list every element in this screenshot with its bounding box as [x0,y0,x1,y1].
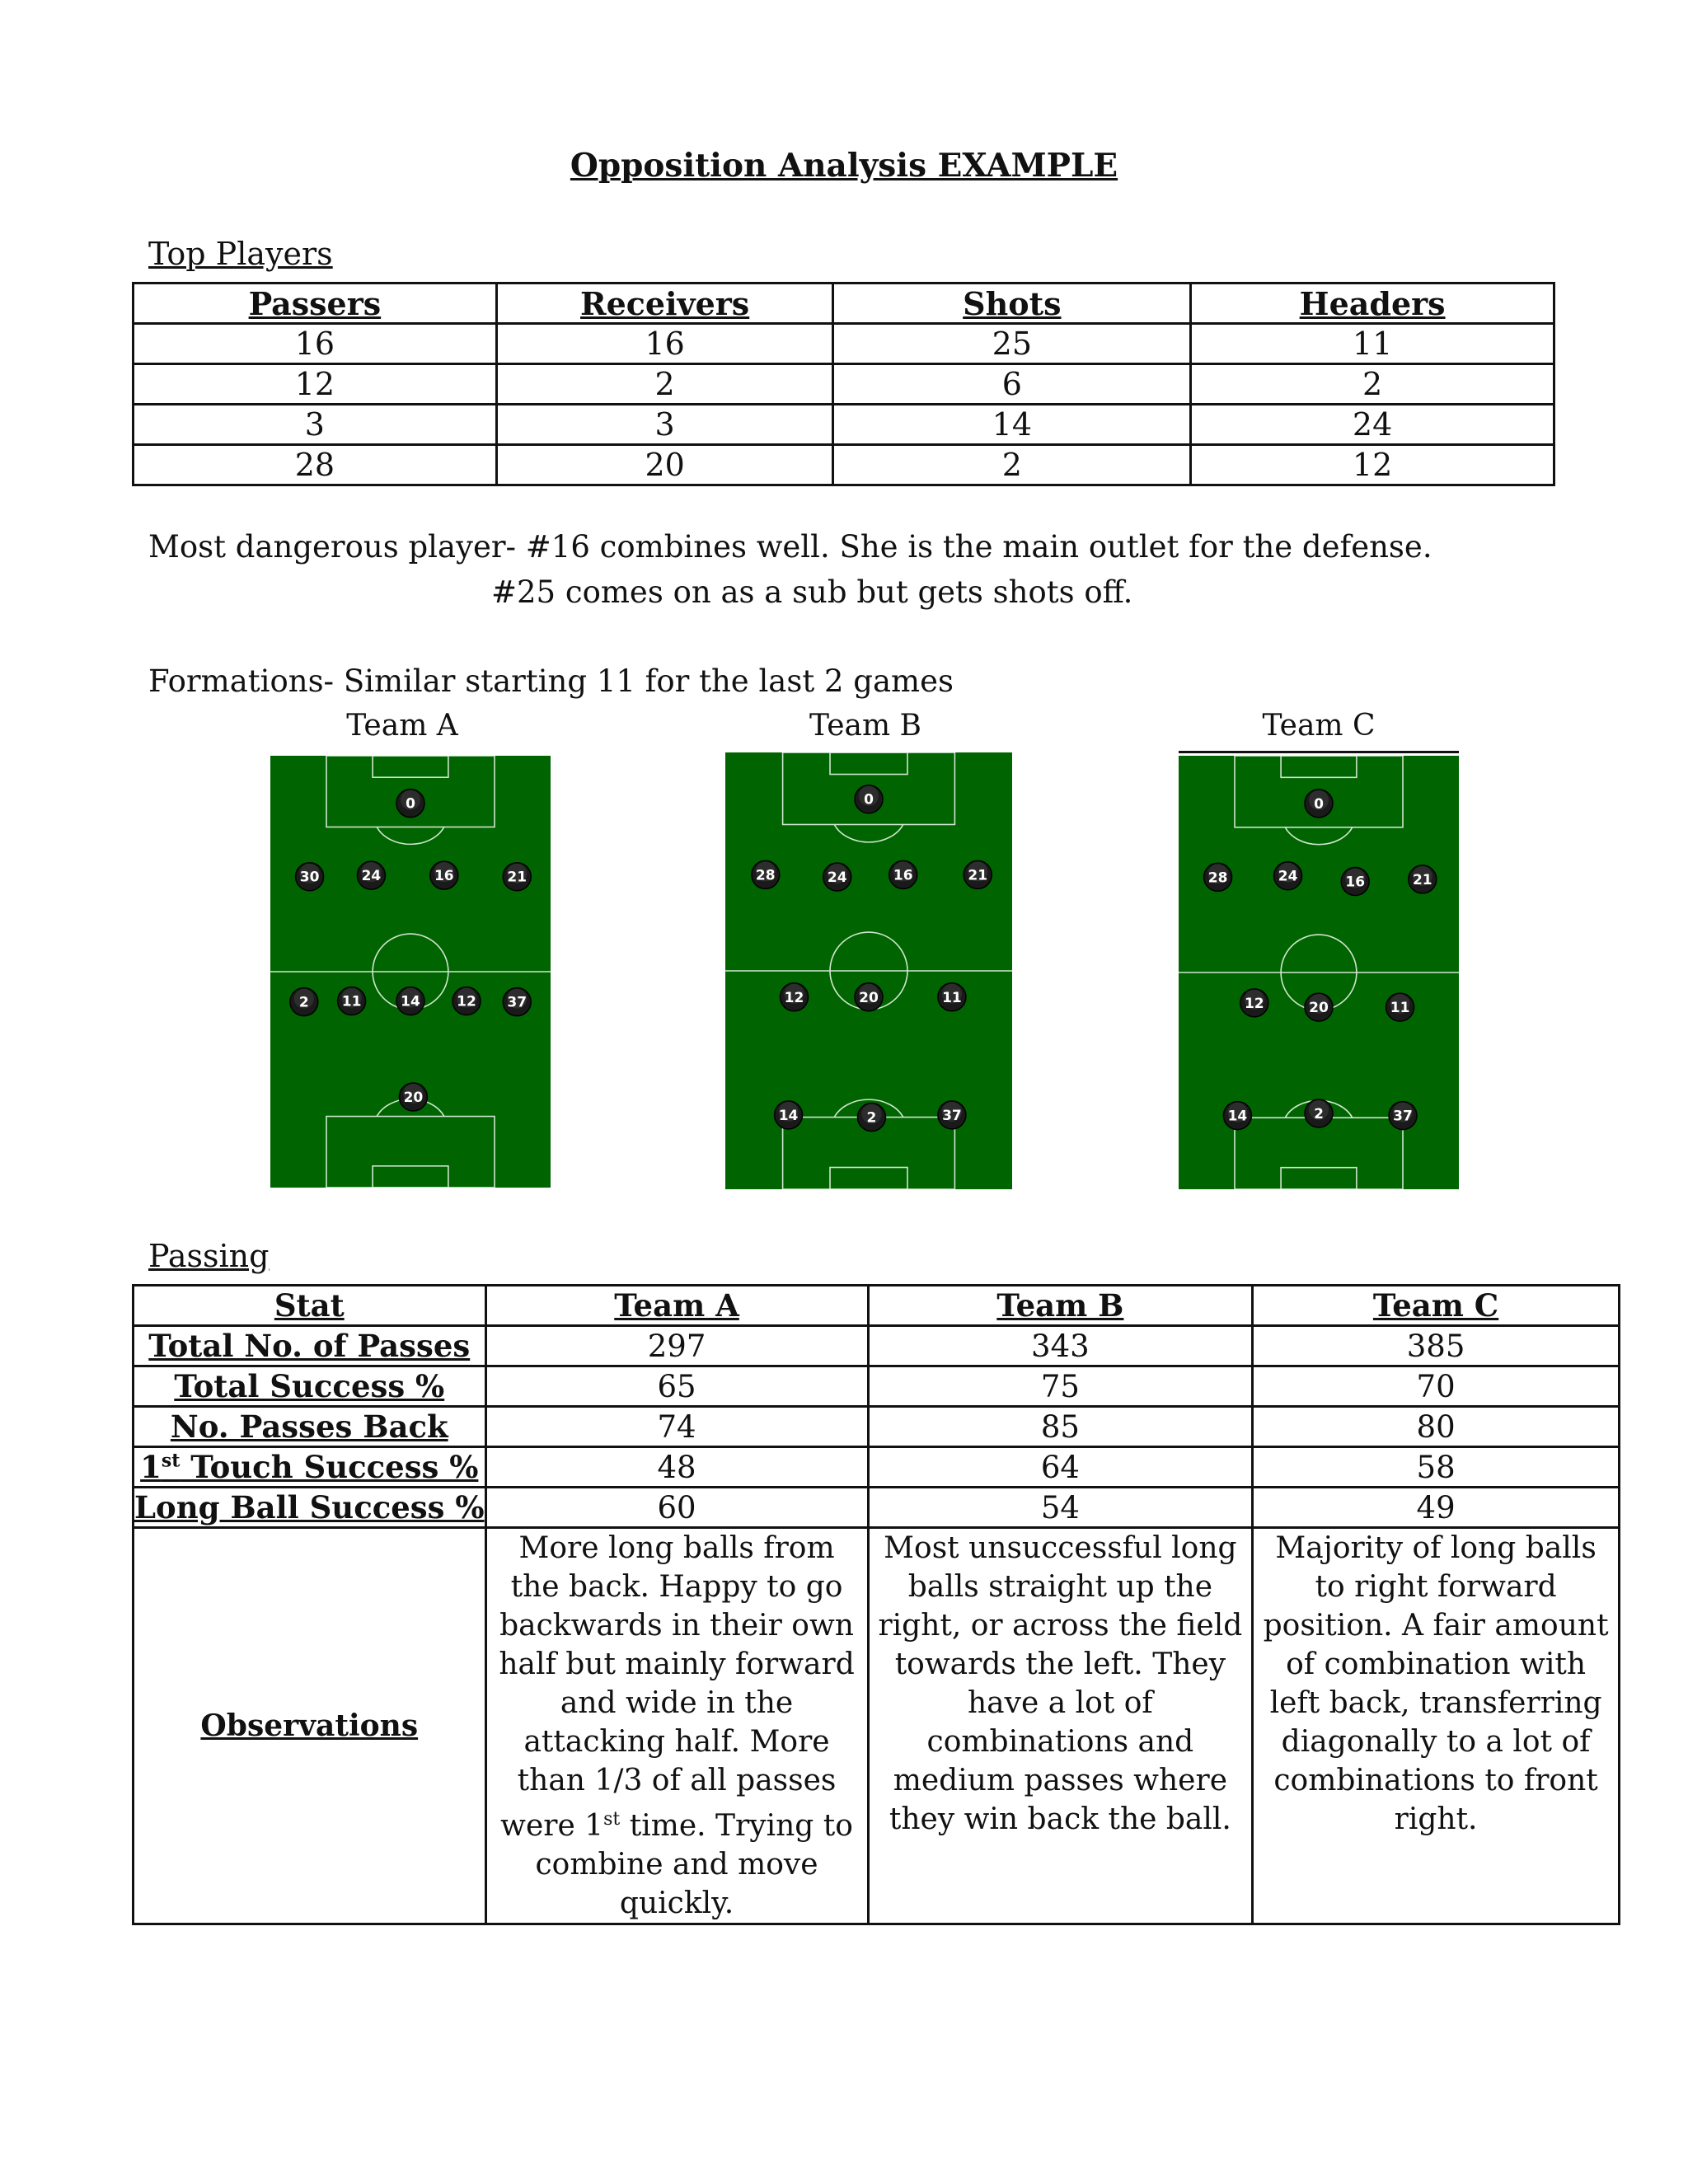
player-marker [823,863,851,891]
player-number: 2 [866,1109,877,1127]
player-number: 14 [1227,1108,1248,1125]
team-c-pitch [1179,756,1459,1189]
player-marker [357,861,385,889]
team-a-label: Team A [346,709,458,743]
player-number: 2 [1314,1105,1324,1122]
table-cell: 12 [134,364,497,405]
observation-cell [868,1528,1253,1924]
dangerous-player-note-2: #25 comes on as a sub but gets shots off. [491,574,1133,610]
player-number: 37 [942,1107,962,1124]
player-marker [752,860,780,888]
player-number: 16 [893,867,913,884]
player-marker [857,1104,885,1132]
table-header-row [134,284,1554,324]
dangerous-player-note: Most dangerous player- #16 combines well. She is the main outlet for the defense. [148,529,1432,565]
table-cell: 48 [485,1447,868,1488]
table-row [134,1366,1620,1407]
top-players-table [132,282,1555,486]
column-header: Receivers [496,284,833,324]
table-cell: 343 [868,1326,1253,1366]
table-cell: 16 [496,324,833,364]
table-cell: 75 [868,1366,1253,1407]
observations-label: Observations [134,1528,486,1924]
table-cell: 2 [833,445,1191,485]
table-cell: 2 [496,364,833,405]
table-cell: 54 [868,1488,1253,1528]
team-a-pitch [270,756,551,1188]
player-marker [396,790,424,818]
formations-heading: Formations- Similar starting 11 for the last 2 games [148,663,954,699]
stat-label-text: Long Ball Success % [134,1489,485,1526]
column-header: Team B [868,1286,1253,1326]
player-marker [855,983,883,1011]
stat-label-prefix: 1 [140,1449,162,1485]
observation-cell [1253,1528,1620,1924]
team-c-label: Team C [1262,709,1376,743]
table-cell: 70 [1253,1366,1620,1407]
player-number: 24 [827,869,847,887]
table-cell: 58 [1253,1447,1620,1488]
table-cell: 24 [1191,405,1554,445]
column-header: Passers [134,284,497,324]
table-row [134,1326,1620,1366]
player-marker [781,983,809,1011]
player-number: 28 [1207,869,1228,887]
player-number: 28 [755,867,776,884]
player-number: 16 [1345,874,1366,891]
player-number: 14 [778,1107,799,1124]
table-cell: 14 [833,405,1191,445]
table-cell: 11 [1191,324,1554,364]
table-cell: 3 [134,405,497,445]
player-number: 12 [457,993,476,1010]
player-marker [452,987,481,1015]
observations-row [134,1528,1620,1924]
table-cell: 12 [1191,445,1554,485]
stat-label [134,1447,486,1488]
table-cell: 2 [1191,364,1554,405]
player-marker [503,988,531,1016]
player-marker [889,860,917,888]
player-number: 0 [406,795,415,813]
player-marker [503,863,531,891]
player-marker [430,861,458,889]
table-cell: 297 [485,1326,868,1366]
player-marker [296,863,324,891]
player-number: 20 [859,989,879,1006]
observation-text: More long balls from the back. Happy to go backwards in their own half but mainly forward and wide in the attacking half. More than 1/3 of all passes were 1 [499,1531,855,1843]
player-marker [775,1101,803,1129]
player-marker [396,987,424,1015]
player-number: 37 [1393,1108,1413,1125]
player-marker [1409,865,1437,893]
player-marker [1389,1102,1417,1130]
player-number: 24 [1278,868,1298,885]
stat-label-text: No. Passes Back [170,1408,448,1445]
player-marker [964,860,992,888]
stat-label-sup: st [161,1450,181,1472]
player-number: 11 [942,989,962,1006]
table-cell: 385 [1253,1326,1620,1366]
top-players-heading: Top Players [148,236,333,272]
stat-label [134,1488,486,1528]
stat-label-text: Total No. of Passes [148,1328,471,1364]
player-number: 20 [403,1089,424,1106]
player-number: 21 [507,869,528,886]
table-row [134,445,1554,485]
table-cell: 64 [868,1447,1253,1488]
player-marker [399,1083,427,1111]
table-cell: 80 [1253,1407,1620,1447]
table-cell: 85 [868,1407,1253,1447]
player-marker [1305,1099,1333,1127]
column-header: Team C [1253,1286,1620,1326]
table-row [134,1447,1620,1488]
player-marker [338,987,366,1015]
column-header: Team A [485,1286,868,1326]
player-marker [855,785,883,813]
observation-tail: time. Trying to combine and move quickly. [535,1809,863,1920]
table-cell: 60 [485,1488,868,1528]
player-number: 21 [968,867,988,884]
table-row [134,1488,1620,1528]
table-row [134,405,1554,445]
player-number: 0 [1314,795,1324,813]
table-cell: 28 [134,445,497,485]
team-c-divider [1179,751,1459,753]
stat-label-text: Touch Success % [180,1449,479,1485]
player-number: 2 [298,994,309,1011]
player-marker [1305,993,1333,1021]
player-number: 30 [299,869,320,886]
table-cell: 3 [496,405,833,445]
table-row [134,1407,1620,1447]
observation-sup: st [603,1809,621,1830]
column-header: Stat [134,1286,486,1326]
player-number: 14 [401,993,420,1010]
player-number: 11 [1390,1000,1410,1017]
table-header-row [134,1286,1620,1326]
player-marker [1274,862,1302,890]
table-cell: 74 [485,1407,868,1447]
player-number: 0 [864,791,874,808]
player-marker [1204,863,1232,891]
passing-table [132,1284,1620,1925]
player-marker [290,988,318,1016]
table-cell: 20 [496,445,833,485]
table-row [134,364,1554,405]
column-header: Shots [833,284,1191,324]
player-number: 20 [1309,1000,1329,1017]
table-cell: 6 [833,364,1191,405]
table-cell: 65 [485,1366,868,1407]
stat-label [134,1366,486,1407]
stat-label [134,1407,486,1447]
player-number: 12 [784,989,804,1006]
player-number: 21 [1412,871,1432,888]
player-marker [938,983,966,1011]
passing-heading: Passing [148,1238,270,1274]
table-cell: 25 [833,324,1191,364]
player-marker [1223,1102,1251,1130]
observation-cell [485,1528,868,1924]
player-marker [1240,989,1268,1017]
player-number: 12 [1244,995,1264,1012]
observation-text: Most unsuccessful long balls straight up the right, or across the field towards the left. They have a lot of combinations and medium passes where they win back the ball. [878,1531,1243,1836]
page-title: Opposition Analysis EXAMPLE [570,147,1118,185]
player-number: 37 [507,994,528,1011]
column-header: Headers [1191,284,1554,324]
observation-text: Majority of long balls to right forward position. A fair amount of combination with left back, transferring diagonally to a lot of combinations to front right. [1263,1531,1609,1836]
player-marker [1386,993,1414,1021]
table-cell: 49 [1253,1488,1620,1528]
table-row [134,324,1554,364]
player-marker [938,1101,966,1129]
team-b-pitch [725,752,1012,1189]
stat-label-text: Total Success % [174,1368,445,1404]
team-b-label: Team B [809,709,922,743]
player-marker [1305,790,1333,818]
player-marker [1341,868,1369,896]
player-number: 24 [361,868,382,885]
table-cell: 16 [134,324,497,364]
player-number: 11 [341,993,362,1010]
stat-label [134,1326,486,1366]
player-number: 16 [434,868,454,885]
